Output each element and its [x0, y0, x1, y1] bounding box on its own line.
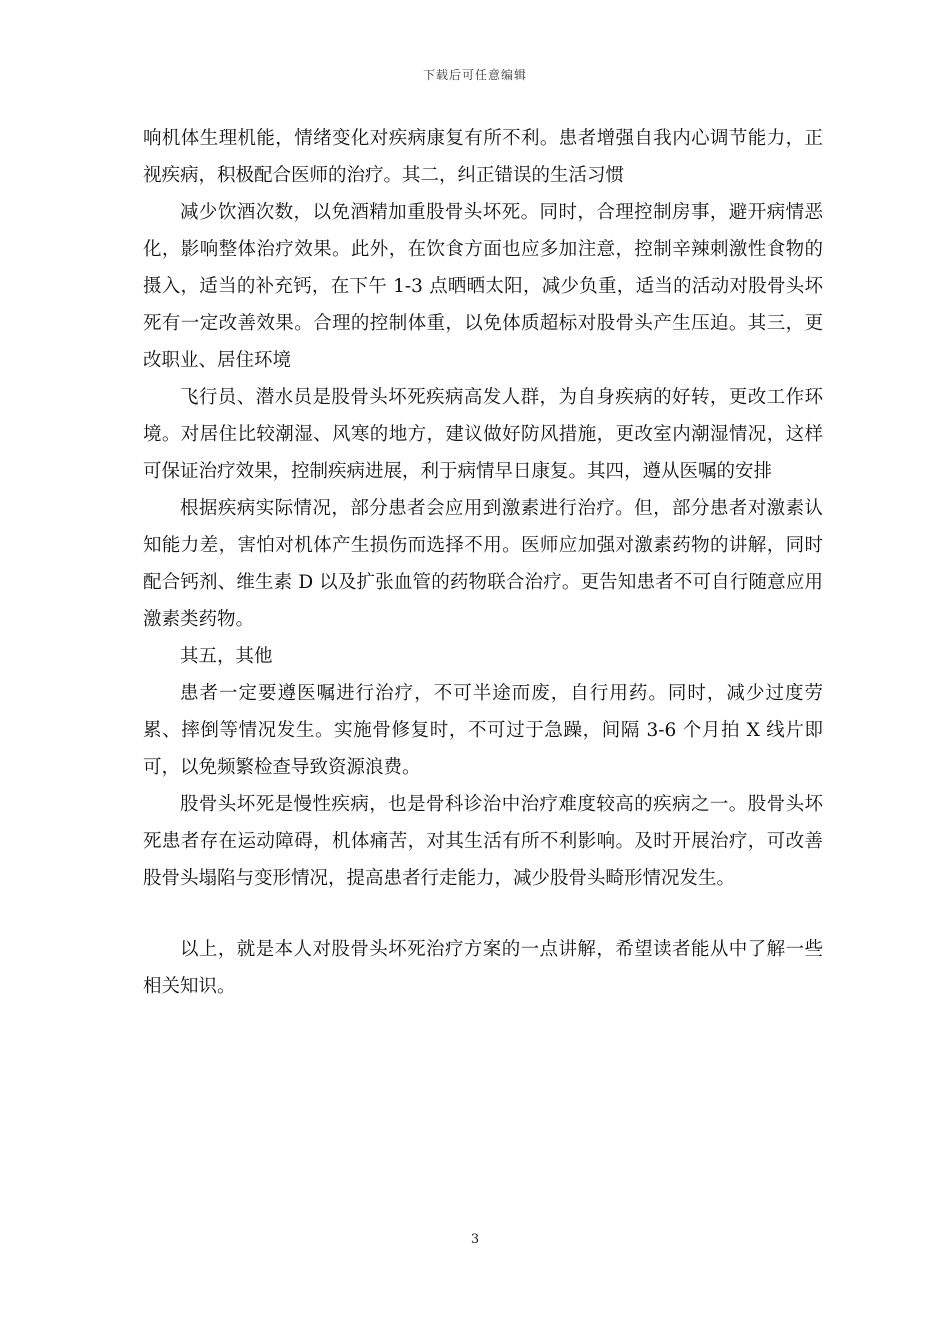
paragraph-hormone-treatment: 根据疾病实际情况，部分患者会应用到激素进行治疗。但，部分患者对激素认知能力差，害怕对机体产生损伤而选择不用。医师应加强对激素药物的讲解，同时配合钙剂、维生素 D 以及扩张血管的药物联合治疗。更告知患者不可自行随意应用激素类药物。: [143, 498, 823, 630]
paragraph-chronic-disease: 股骨头坏死是慢性疾病，也是骨科诊治中治疗难度较高的疾病之一。股骨头坏死患者存在运动障碍，机体痛苦，对其生活有所不利影响。及时开展治疗，可改善股骨头塌陷与变形情况，提高患者行走能力，减少股骨头畸形情况发生。: [143, 794, 823, 889]
paragraph-occupation-environment: 飞行员、潜水员是股骨头坏死疾病高发人群，为自身疾病的好转，更改工作环境。对居住比较潮湿、风寒的地方，建议做好防风措施，更改室内潮湿情况，这样可保证治疗效果，控制疾病进展，利于病情早日康复。其四，遵从医嘱的安排: [143, 387, 823, 482]
document-body: [143, 120, 823, 1005]
paragraph-spacer: [143, 897, 823, 931]
paragraph-continued: 响机体生理机能，情绪变化对疾病康复有所不利。患者增强自我内心调节能力，正视疾病，积极配合医师的治疗。其二，纠正错误的生活习惯: [143, 128, 823, 186]
page-header: 下载后可任意编辑: [422, 68, 527, 82]
page-number: 3: [470, 1232, 480, 1247]
paragraph-drinking-diet: 减少饮酒次数，以免酒精加重股骨头坏死。同时，合理控制房事，避开病情恶化，影响整体治疗效果。此外，在饮食方面也应多加注意，控制辛辣刺激性食物的摄入，适当的补充钙，在下午 1-3 点晒晒太阳，减少负重，适当的活动对股骨头坏死有一定改善效果。合理的控制体重，以免体质超标对股骨头产生压迫。其三，更改职业、居住环境: [143, 202, 823, 371]
paragraph-follow-advice: 患者一定要遵医嘱进行治疗，不可半途而废，自行用药。同时，减少过度劳累、摔倒等情况发生。实施骨修复时，不可过于急躁，间隔 3-6 个月拍 X 线片即可，以免频繁检查导致资源浪费。: [143, 683, 823, 778]
section-heading-other: 其五，其他: [180, 646, 273, 667]
paragraph-conclusion: 以上，就是本人对股骨头坏死治疗方案的一点讲解，希望读者能从中了解一些相关知识。: [143, 939, 823, 997]
